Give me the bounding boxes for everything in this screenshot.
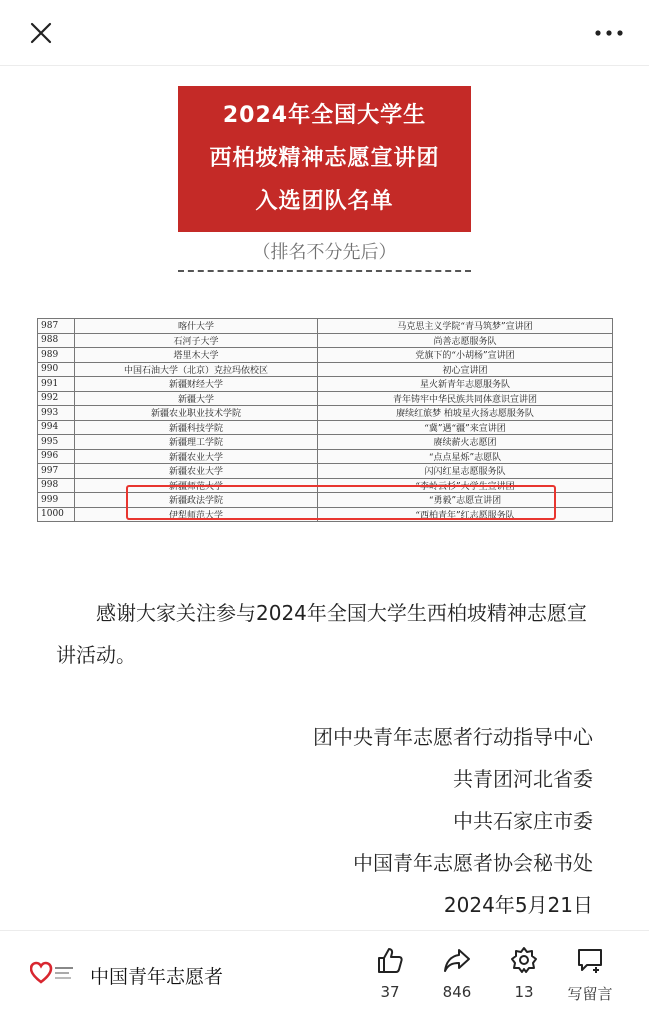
banner-line-1: 2024年全国大学生 (222, 103, 427, 128)
school-cell: 新疆师范大学 (75, 478, 318, 493)
signature-org-2: 共青团河北省委 (453, 767, 593, 791)
table-row (38, 420, 613, 435)
team-cell: 初心宣讲团 (318, 362, 613, 377)
rank-cell: 998 (38, 478, 75, 493)
rank-cell: 993 (38, 406, 75, 421)
table-row (38, 391, 613, 406)
table-row (38, 362, 613, 377)
brand-logo-icon[interactable] (30, 961, 76, 985)
team-cell: 闪闪红星志愿服务队 (318, 464, 613, 479)
school-cell: 新疆科技学院 (75, 420, 318, 435)
share-count: 846 (442, 983, 472, 1001)
school-cell: 新疆大学 (75, 391, 318, 406)
thumbs-up-icon (375, 945, 405, 975)
team-cell: “李岭云杉”大学生宣讲团 (318, 478, 613, 493)
school-cell: 新疆理工学院 (75, 435, 318, 450)
rank-cell: 990 (38, 362, 75, 377)
comment-label: 写留言 (567, 985, 613, 1003)
team-cell: 马克思主义学院“青马筑梦”宣讲团 (318, 319, 613, 334)
comment-icon (575, 945, 605, 975)
share-arrow-icon (442, 945, 472, 975)
signature-block (313, 716, 593, 926)
signature-org-3: 中共石家庄市委 (453, 809, 593, 833)
team-cell: 尚善志愿服务队 (318, 333, 613, 348)
rank-cell: 997 (38, 464, 75, 479)
signature-org-4: 中国青年志愿者协会秘书处 (353, 851, 593, 875)
rank-cell: 996 (38, 449, 75, 464)
rank-cell: 987 (38, 319, 75, 334)
school-cell: 伊犁师范大学 (75, 507, 318, 522)
school-cell: 石河子大学 (75, 333, 318, 348)
table-row (38, 464, 613, 479)
table-row (38, 319, 613, 334)
school-cell: 新疆农业职业技术学院 (75, 406, 318, 421)
team-cell: “点点星烁”志愿队 (318, 449, 613, 464)
team-cell: 赓续红旅梦 柏坡星火扬志愿服务队 (318, 406, 613, 421)
school-cell: 新疆农业大学 (75, 464, 318, 479)
dashed-divider (178, 270, 471, 272)
like-count: 37 (380, 983, 400, 1001)
rank-cell: 994 (38, 420, 75, 435)
school-cell: 中国石油大学（北京）克拉玛依校区 (75, 362, 318, 377)
more-options-icon[interactable] (593, 22, 625, 44)
title-banner (178, 86, 471, 232)
thanks-paragraph: 感谢大家关注参与2024年全国大学生西柏坡精神志愿宣讲活动。 (56, 601, 587, 667)
school-cell: 新疆政法学院 (75, 493, 318, 508)
rank-cell: 1000 (38, 507, 75, 522)
table-row (38, 333, 613, 348)
rank-cell: 995 (38, 435, 75, 450)
top-bar (0, 0, 649, 66)
table-row (38, 435, 613, 450)
school-cell: 塔里木大学 (75, 348, 318, 363)
rank-cell: 992 (38, 391, 75, 406)
table-row (38, 449, 613, 464)
rank-cell: 991 (38, 377, 75, 392)
recommend-button[interactable] (494, 945, 554, 1001)
like-button[interactable] (360, 945, 420, 1001)
team-cell: 党旗下的“小胡杨”宣讲团 (318, 348, 613, 363)
team-cell: 青年铸牢中华民族共同体意识宣讲团 (318, 391, 613, 406)
team-cell: “冀”遇“疆”来宣讲团 (318, 420, 613, 435)
table-row (38, 348, 613, 363)
school-cell: 新疆财经大学 (75, 377, 318, 392)
table-row (38, 406, 613, 421)
share-button[interactable] (427, 945, 487, 1001)
recommend-icon (509, 945, 539, 975)
signature-date: 2024年5月21日 (443, 893, 593, 917)
signature-org-1: 团中央青年志愿者行动指导中心 (313, 725, 593, 749)
team-cell: 星火新青年志愿服务队 (318, 377, 613, 392)
ranking-note: （排名不分先后） (252, 242, 397, 263)
school-cell: 新疆农业大学 (75, 449, 318, 464)
recommend-count: 13 (514, 983, 534, 1001)
highlight-box (126, 485, 556, 520)
team-cell: “西柏青年”红志愿服务队 (318, 507, 613, 522)
close-icon[interactable] (26, 18, 56, 48)
banner-line-2: 西柏坡精神志愿宣讲团 (209, 146, 440, 171)
rank-cell: 988 (38, 333, 75, 348)
table-row (38, 377, 613, 392)
team-cell: “勇毅”志愿宣讲团 (318, 493, 613, 508)
school-cell: 喀什大学 (75, 319, 318, 334)
rank-cell: 989 (38, 348, 75, 363)
bottom-bar (0, 930, 649, 1011)
rank-cell: 999 (38, 493, 75, 508)
banner-line-3: 入选团队名单 (255, 189, 394, 214)
team-cell: 赓续薪火志愿团 (318, 435, 613, 450)
comment-button[interactable] (560, 945, 620, 1004)
brand-name[interactable]: 中国青年志愿者 (90, 966, 224, 988)
